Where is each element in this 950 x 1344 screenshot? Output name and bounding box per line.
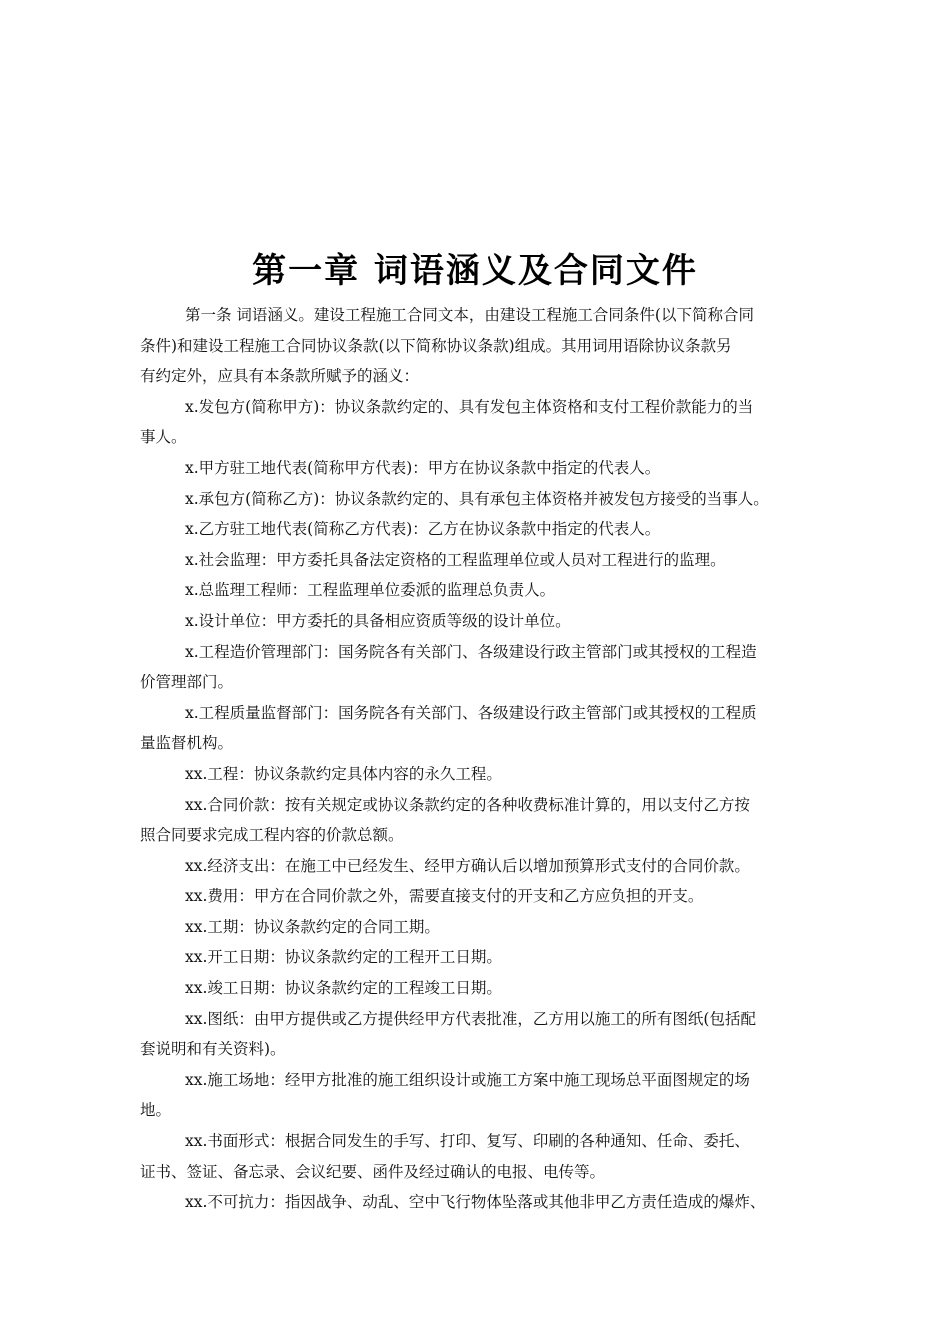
definition-continuation: 套说明和有关资料)。: [140, 1040, 286, 1059]
definition-line: xx.竣工日期：协议条款约定的工程竣工日期。: [185, 979, 502, 998]
intro-line: 条件)和建设工程施工合同协议条款(以下简称协议条款)组成。其用词用语除协议条款另: [140, 336, 732, 355]
intro-line: 有约定外，应具有本条款所赋予的涵义：: [140, 367, 420, 386]
chapter-title: 第一章 词语涵义及合同文件: [252, 251, 698, 291]
definition-line: x.社会监理：甲方委托具备法定资格的工程监理单位或人员对工程进行的监理。: [185, 550, 726, 569]
definition-line: xx.工期：协议条款约定的合同工期。: [185, 917, 440, 936]
definition-continuation: 证书、签证、备忘录、会议纪要、函件及经过确认的电报、电传等。: [140, 1162, 606, 1181]
definition-line: xx.施工场地：经甲方批准的施工组织设计或施工方案中施工现场总平面图规定的场: [185, 1070, 750, 1089]
definition-line: x.工程造价管理部门：国务院各有关部门、各级建设行政主管部门或其授权的工程造: [185, 642, 757, 661]
definition-line: xx.开工日期：协议条款约定的工程开工日期。: [185, 948, 502, 967]
definition-line: xx.合同价款：按有关规定或协议条款约定的各种收费标准计算的，用以支付乙方按: [185, 795, 750, 814]
definition-line: xx.不可抗力：指因战争、动乱、空中飞行物体坠落或其他非甲乙方责任造成的爆炸、: [185, 1193, 766, 1212]
definition-line: xx.工程：协议条款约定具体内容的永久工程。: [185, 764, 502, 783]
definition-continuation: 价管理部门。: [140, 673, 234, 692]
definition-line: x.工程质量监督部门：国务院各有关部门、各级建设行政主管部门或其授权的工程质: [185, 703, 757, 722]
definition-line: x.发包方(简称甲方)：协议条款约定的、具有发包主体资格和支付工程价款能力的当: [185, 397, 754, 416]
definition-continuation: 事人。: [140, 428, 187, 447]
definition-line: x.甲方驻工地代表(简称甲方代表)：甲方在协议条款中指定的代表人。: [185, 458, 661, 477]
definition-line: xx.费用：甲方在合同价款之外，需要直接支付的开支和乙方应负担的开支。: [185, 887, 704, 906]
definition-line: xx.书面形式：根据合同发生的手写、打印、复写、印刷的各种通知、任命、委托、: [185, 1132, 750, 1151]
intro-line: 第一条 词语涵义。建设工程施工合同文本，由建设工程施工合同条件(以下简称合同: [185, 306, 754, 324]
definition-line: x.总监理工程师：工程监理单位委派的监理总负责人。: [185, 581, 556, 600]
document-body: [140, 300, 820, 1218]
definition-continuation: 照合同要求完成工程内容的价款总额。: [140, 826, 404, 845]
definition-line: xx.经济支出：在施工中已经发生、经甲方确认后以增加预算形式支付的合同价款。: [185, 856, 750, 875]
definition-continuation: 地。: [140, 1101, 172, 1120]
definition-line: x.设计单位：甲方委托的具备相应资质等级的设计单位。: [185, 611, 571, 630]
definition-line: x.承包方(简称乙方)：协议条款约定的、具有承包主体资格并被发包方接受的当事人。: [185, 489, 769, 508]
definition-line: xx.图纸：由甲方提供或乙方提供经甲方代表批准，乙方用以施工的所有图纸(包括配: [185, 1009, 756, 1028]
definition-line: x.乙方驻工地代表(简称乙方代表)：乙方在协议条款中指定的代表人。: [185, 520, 661, 539]
definition-continuation: 量监督机构。: [140, 734, 234, 753]
